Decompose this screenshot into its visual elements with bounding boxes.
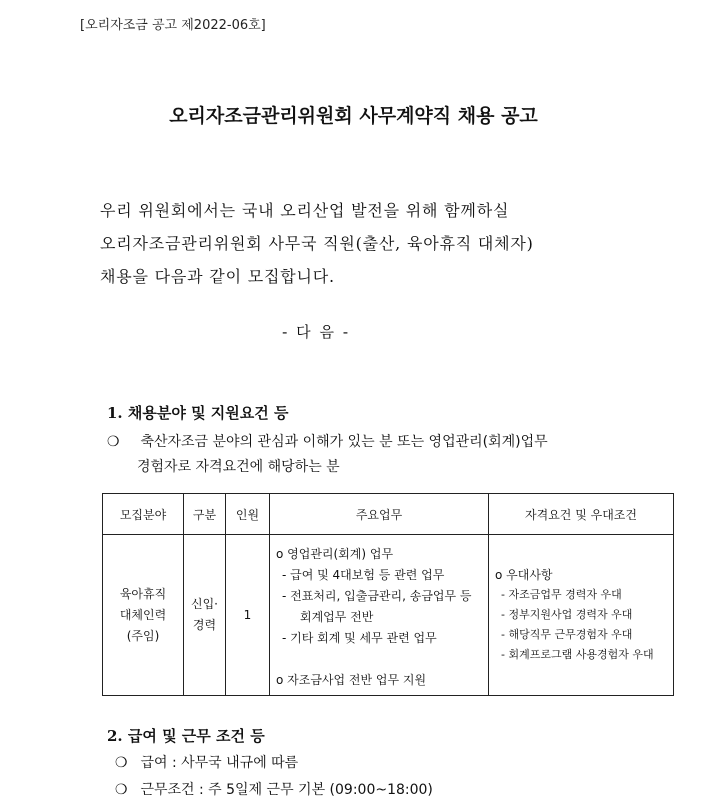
section2-bullet [115, 779, 433, 799]
section1-bullet [107, 431, 548, 451]
duty-item: o 영업관리(회계) 업무 [276, 547, 394, 561]
qualifications-cell [489, 535, 674, 696]
column-header: 인원 [226, 494, 270, 535]
following-marker: - 다 음 - [282, 323, 351, 341]
circle-bullet-icon: ❍ [107, 434, 120, 450]
bullet-text: 축산자조금 분야의 관심과 이해가 있는 분 또는 영업관리(회계)업무 [140, 434, 548, 450]
type-cell [184, 535, 226, 696]
intro-line: 우리 위원회에서는 국내 오리산업 발전을 위해 함께하실 [100, 201, 510, 220]
section1-heading: 1. 채용분야 및 지원요건 등 [107, 404, 289, 422]
duty-subitem: - 전표처리, 입출금관리, 송금업무 등 [282, 589, 472, 603]
duty-subitem: - 기타 회계 및 세무 관련 업무 [282, 631, 437, 645]
cell-line: 대체인력 [119, 607, 167, 622]
section2-bullet [115, 752, 298, 772]
bullet-text: 근무조건 : 주 5일제 근무 기본 (09:00~18:00) [140, 782, 433, 798]
qual-title: o 우대사항 [495, 568, 553, 582]
field-cell [103, 535, 184, 696]
table-row [103, 535, 674, 696]
qual-item: - 해당직무 근무경험자 우대 [501, 628, 633, 641]
circle-bullet-icon: ❍ [115, 755, 128, 771]
duty-item: o 자조금사업 전반 업무 지원 [276, 673, 427, 687]
bullet-text: 급여 : 사무국 내규에 따름 [140, 755, 299, 771]
column-header: 자격요건 및 우대조건 [489, 494, 674, 535]
column-header: 모집분야 [103, 494, 184, 535]
cell-line: 신입· [191, 597, 218, 611]
intro-line: 오리자조금관리위원회 사무국 직원(출산, 육아휴직 대체자) [100, 234, 534, 253]
column-header: 구분 [184, 494, 226, 535]
qual-item: - 자조금업무 경력자 우대 [501, 588, 622, 601]
column-header: 주요업무 [270, 494, 489, 535]
qual-item: - 회계프로그램 사용경험자 우대 [501, 648, 654, 661]
section2-heading: 2. 급여 및 근무 조건 등 [107, 727, 265, 745]
qual-item: - 정부지원사업 경력자 우대 [501, 608, 633, 621]
count-cell: 1 [226, 535, 270, 696]
cell-line: 육아휴직 [119, 586, 167, 601]
cell-line: (주임) [126, 628, 160, 643]
bullet-continuation: 경험자로 자격요건에 해당하는 분 [137, 459, 340, 475]
recruitment-table [102, 493, 674, 696]
intro-line: 채용을 다음과 같이 모집합니다. [100, 267, 335, 286]
duty-subitem: - 급여 및 4대보험 등 관련 업무 [282, 568, 445, 582]
circle-bullet-icon: ❍ [115, 782, 128, 798]
cell-line: 경력 [192, 618, 217, 632]
duties-cell [270, 535, 489, 696]
duty-subitem: 회계업무 전반 [300, 610, 374, 624]
document-number: [오리자조금 공고 제2022-06호] [80, 18, 266, 33]
page-title: 오리자조금관리위원회 사무계약직 채용 공고 [169, 105, 538, 127]
table-header-row [103, 494, 674, 535]
